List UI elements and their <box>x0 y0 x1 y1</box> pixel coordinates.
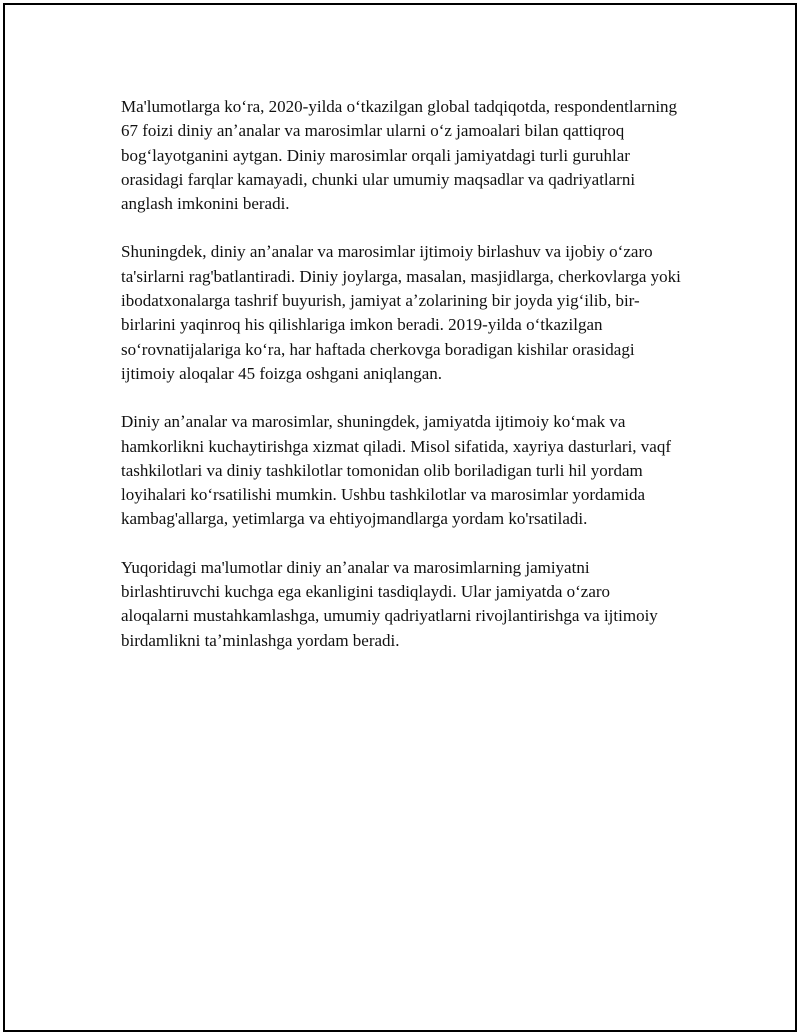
paragraph-4: Yuqoridagi ma'lumotlar diniy anʼanalar va marosimlarning jamiyatni birlashtiruvchi kuchga ega ekanligini tasdiqlaydi. Ular jamiyatda oʻzaro aloqalarni mustahkamlashga, umumiy qadriyatlarni rivojlantirishga va ijtimoiy birdamlikni taʼminlashga yordam beradi. <box>121 557 658 650</box>
paragraph-1: Ma'lumotlarga koʻra, 2020-yilda oʻtkazilgan global tadqiqotda, respondentlarning 67 foizi diniy anʼanalar va marosimlar ularni oʻz jamoalari bilan qattiqroq bogʻlayotganini aytgan. Diniy marosimlar orqali jamiyatdagi turli guruhlar orasidagi farqlar kamayadi, chunki ular umumiy maqsadlar va qadriyatlarni anglash imkonini beradi. <box>121 97 678 214</box>
document-body <box>121 95 681 677</box>
paragraph-3: Diniy anʼanalar va marosimlar, shuningdek, jamiyatda ijtimoiy koʻmak va hamkorlikni kuchaytirishga xizmat qiladi. Misol sifatida, xayriya dasturlari, vaqf tashkilotlari va diniy tashkilotlar tomonidan olib boriladigan turli hil yordam loyihalari koʻrsatilishi mumkin. Ushbu tashkilotlar va marosimlar yordamida kambag'allarga, yetimlarga va ehtiyojmandlarga yordam ko'rsatiladi. <box>121 412 672 529</box>
page-frame <box>3 3 797 1032</box>
paragraph-2: Shuningdek, diniy anʼanalar va marosimlar ijtimoiy birlashuv va ijobiy oʻzaro ta'sirlarni rag'batlantiradi. Diniy joylarga, masalan, masjidlarga, cherkovlarga yoki ibodatxonalarga tashrif buyurish, jamiyat aʼzolarining bir joyda yigʻilib, bir-birlarini yaqinroq his qilishlariga imkon beradi. 2019-yilda oʻtkazilgan soʻrovnatijalariga koʻra, har haftada cherkovga boradigan kishilar orasidagi ijtimoiy aloqalar 45 foizga oshgani aniqlangan. <box>121 242 681 383</box>
